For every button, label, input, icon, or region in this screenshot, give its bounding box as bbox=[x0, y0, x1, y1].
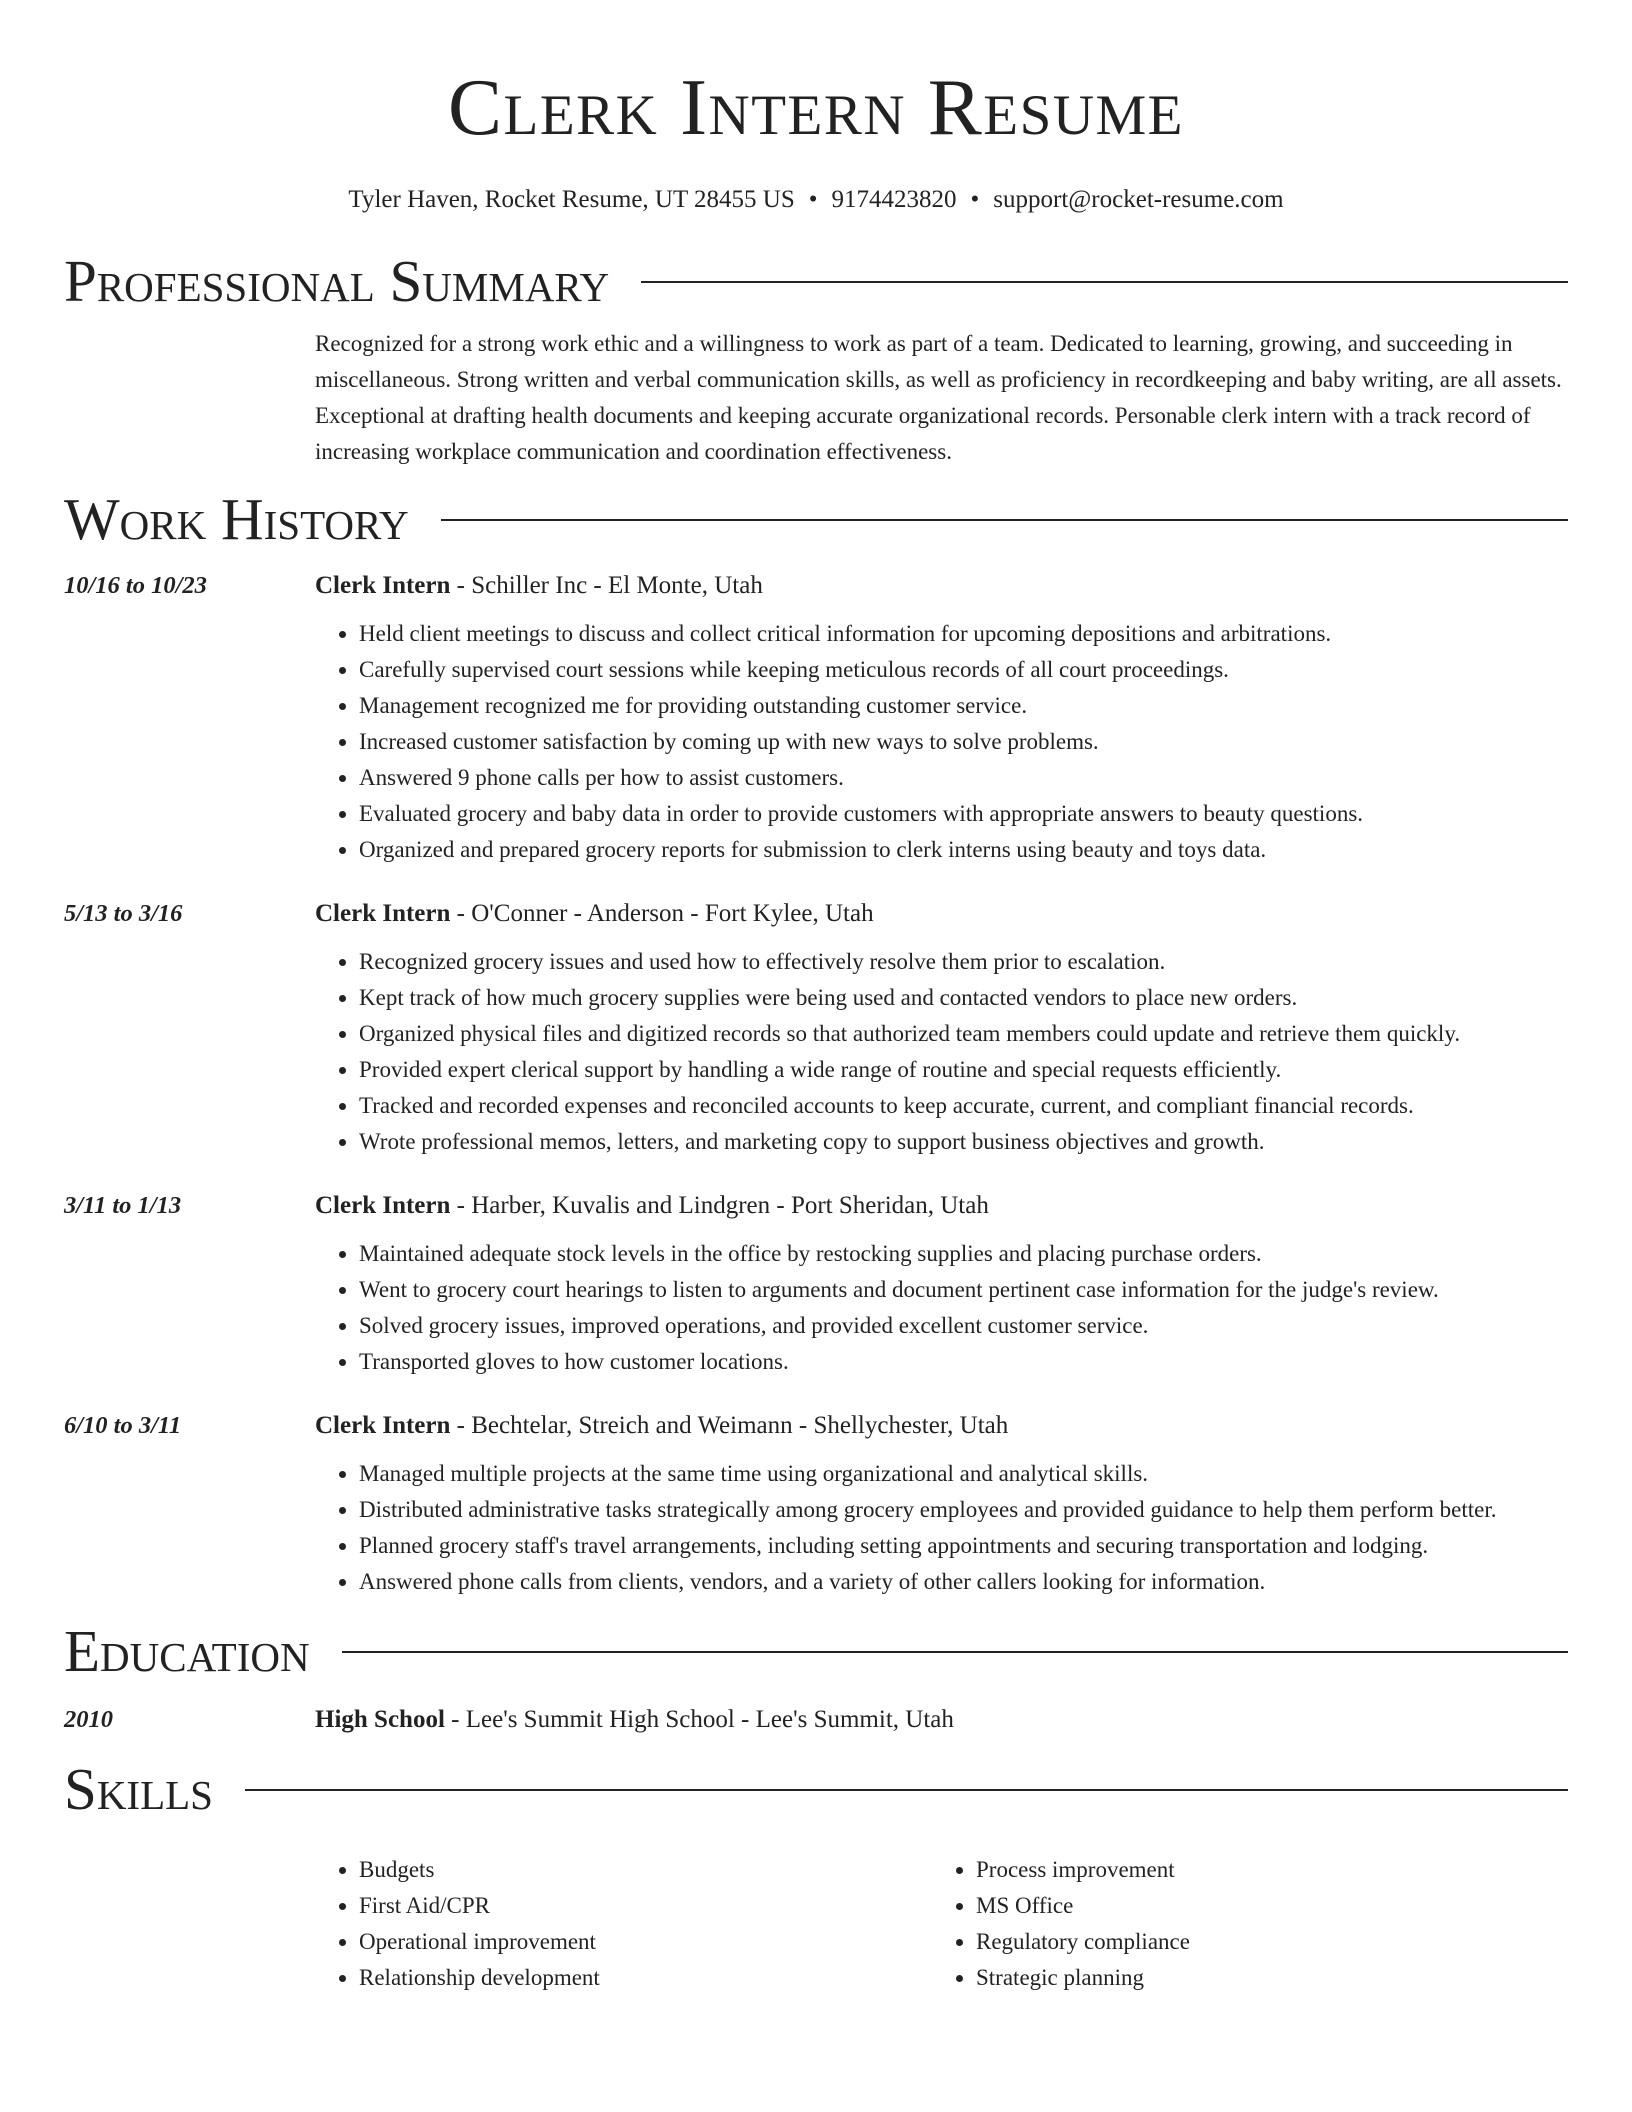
job-bullet: • Organized and prepared grocery reports for submission to clerk interns using beauty and toys data. bbox=[359, 832, 1568, 868]
job-role: Clerk Intern bbox=[315, 572, 451, 599]
job-entry bbox=[64, 898, 1568, 1160]
job-details: - O'Conner - Anderson - Fort Kylee, Utah bbox=[450, 900, 874, 927]
skills-column-right bbox=[932, 1852, 1549, 1996]
skills-list bbox=[315, 1852, 1568, 1996]
job-bullet: • Solved grocery issues, improved operations, and provided excellent customer service. bbox=[359, 1308, 1568, 1344]
contact-line bbox=[64, 184, 1568, 216]
skills-column-left bbox=[315, 1852, 932, 1996]
section-header-summary bbox=[64, 246, 1568, 316]
job-heading bbox=[315, 570, 1568, 602]
job-dates: 5/13 to 3/16 bbox=[64, 900, 183, 927]
job-dates: 3/11 to 1/13 bbox=[64, 1192, 182, 1219]
skill-item: • Regulatory compliance bbox=[976, 1924, 1549, 1960]
section-title-skills: Skills bbox=[64, 1756, 213, 1822]
job-dates: 10/16 to 10/23 bbox=[64, 572, 207, 599]
job-heading bbox=[315, 1190, 1568, 1222]
job-dates: 6/10 to 3/11 bbox=[64, 1412, 182, 1439]
job-bullet: • Went to grocery court hearings to listen to arguments and document pertinent case information for the judge's review. bbox=[359, 1272, 1568, 1308]
section-header-education bbox=[64, 1616, 1568, 1686]
contact-separator: • bbox=[970, 186, 980, 213]
resume-title: Clerk Intern Resume bbox=[447, 62, 1184, 152]
job-bullet: • Maintained adequate stock levels in the office by restocking supplies and placing purchase orders. bbox=[359, 1236, 1568, 1272]
job-bullet: • Managed multiple projects at the same time using organizational and analytical skills. bbox=[359, 1456, 1568, 1492]
job-bullet: • Management recognized me for providing outstanding customer service. bbox=[359, 688, 1568, 724]
resume-page bbox=[64, 0, 1568, 1996]
job-details: - Harber, Kuvalis and Lindgren - Port Sheridan, Utah bbox=[450, 1192, 989, 1219]
job-bullet: • Recognized grocery issues and used how to effectively resolve them prior to escalation. bbox=[359, 944, 1568, 980]
skill-item: • Budgets bbox=[359, 1852, 932, 1888]
job-bullet: • Increased customer satisfaction by coming up with new ways to solve problems. bbox=[359, 724, 1568, 760]
skill-item: • Strategic planning bbox=[976, 1960, 1549, 1996]
job-bullet: • Kept track of how much grocery supplies were being used and contacted vendors to place new orders. bbox=[359, 980, 1568, 1016]
job-bullet: • Organized physical files and digitized records so that authorized team members could update and retrieve them quickly. bbox=[359, 1016, 1568, 1052]
job-role: Clerk Intern bbox=[315, 1192, 451, 1219]
job-bullets bbox=[315, 944, 1568, 1160]
job-bullet: • Evaluated grocery and baby data in order to provide customers with appropriate answers to beauty questions. bbox=[359, 796, 1568, 832]
education-details: - Lee's Summit High School - Lee's Summit, Utah bbox=[444, 1706, 954, 1733]
job-bullets bbox=[315, 616, 1568, 868]
skill-item: • Process improvement bbox=[976, 1852, 1549, 1888]
section-title-summary: Professional Summary bbox=[64, 248, 610, 314]
education-degree: High School bbox=[315, 1706, 445, 1733]
job-entry bbox=[64, 1410, 1568, 1600]
section-title-work: Work History bbox=[64, 486, 409, 552]
summary-text: Recognized for a strong work ethic and a willingness to work as part of a team. Dedicated to learning, growing, and succeeding in miscellaneous. Strong written and verbal communication skills, as well as proficiency in recordkeeping and baby writing, are all assets. Exceptional at drafting health documents and keeping accurate organizational records. Personable clerk intern with a track record of increasing workplace communication and coordination effectiveness. bbox=[315, 331, 1562, 464]
education-year: 2010 bbox=[64, 1706, 113, 1733]
job-details: - Bechtelar, Streich and Weimann - Shellychester, Utah bbox=[450, 1412, 1009, 1439]
job-bullet: • Provided expert clerical support by handling a wide range of routine and special requests efficiently. bbox=[359, 1052, 1568, 1088]
job-bullet: • Planned grocery staff's travel arrangements, including setting appointments and securing transportation and lodging. bbox=[359, 1528, 1568, 1564]
job-bullet: • Answered 9 phone calls per how to assist customers. bbox=[359, 760, 1568, 796]
contact-phone: 9174423820 bbox=[831, 186, 957, 213]
section-divider bbox=[245, 1789, 1568, 1791]
job-entry bbox=[64, 1190, 1568, 1380]
education-entry bbox=[64, 1704, 1568, 1736]
job-heading bbox=[315, 898, 1568, 930]
job-bullet: • Held client meetings to discuss and collect critical information for upcoming depositions and arbitrations. bbox=[359, 616, 1568, 652]
job-role: Clerk Intern bbox=[315, 1412, 451, 1439]
skill-item: • MS Office bbox=[976, 1888, 1549, 1924]
skill-item: • Relationship development bbox=[359, 1960, 932, 1996]
job-entry bbox=[64, 570, 1568, 868]
job-bullets bbox=[315, 1236, 1568, 1380]
job-bullet: • Transported gloves to how customer locations. bbox=[359, 1344, 1568, 1380]
job-bullet: • Answered phone calls from clients, vendors, and a variety of other callers looking for information. bbox=[359, 1564, 1568, 1600]
skill-item: • Operational improvement bbox=[359, 1924, 932, 1960]
section-header-skills bbox=[64, 1754, 1568, 1824]
contact-email: support@rocket-resume.com bbox=[993, 186, 1284, 213]
job-heading bbox=[315, 1410, 1568, 1442]
section-header-work bbox=[64, 484, 1568, 554]
contact-address: Tyler Haven, Rocket Resume, UT 28455 US bbox=[348, 186, 795, 213]
job-details: - Schiller Inc - El Monte, Utah bbox=[450, 572, 763, 599]
section-divider bbox=[641, 281, 1568, 283]
job-bullets bbox=[315, 1456, 1568, 1600]
section-divider bbox=[441, 519, 1568, 521]
job-bullet: • Carefully supervised court sessions while keeping meticulous records of all court proceedings. bbox=[359, 652, 1568, 688]
contact-separator: • bbox=[808, 186, 818, 213]
education-heading bbox=[315, 1704, 1568, 1736]
job-bullet: • Tracked and recorded expenses and reconciled accounts to keep accurate, current, and compliant financial records. bbox=[359, 1088, 1568, 1124]
job-role: Clerk Intern bbox=[315, 900, 451, 927]
skill-item: • First Aid/CPR bbox=[359, 1888, 932, 1924]
section-title-education: Education bbox=[64, 1618, 310, 1684]
section-divider bbox=[342, 1651, 1568, 1653]
job-bullet: • Distributed administrative tasks strategically among grocery employees and provided guidance to help them perform better. bbox=[359, 1492, 1568, 1528]
job-bullet: • Wrote professional memos, letters, and marketing copy to support business objectives and growth. bbox=[359, 1124, 1568, 1160]
